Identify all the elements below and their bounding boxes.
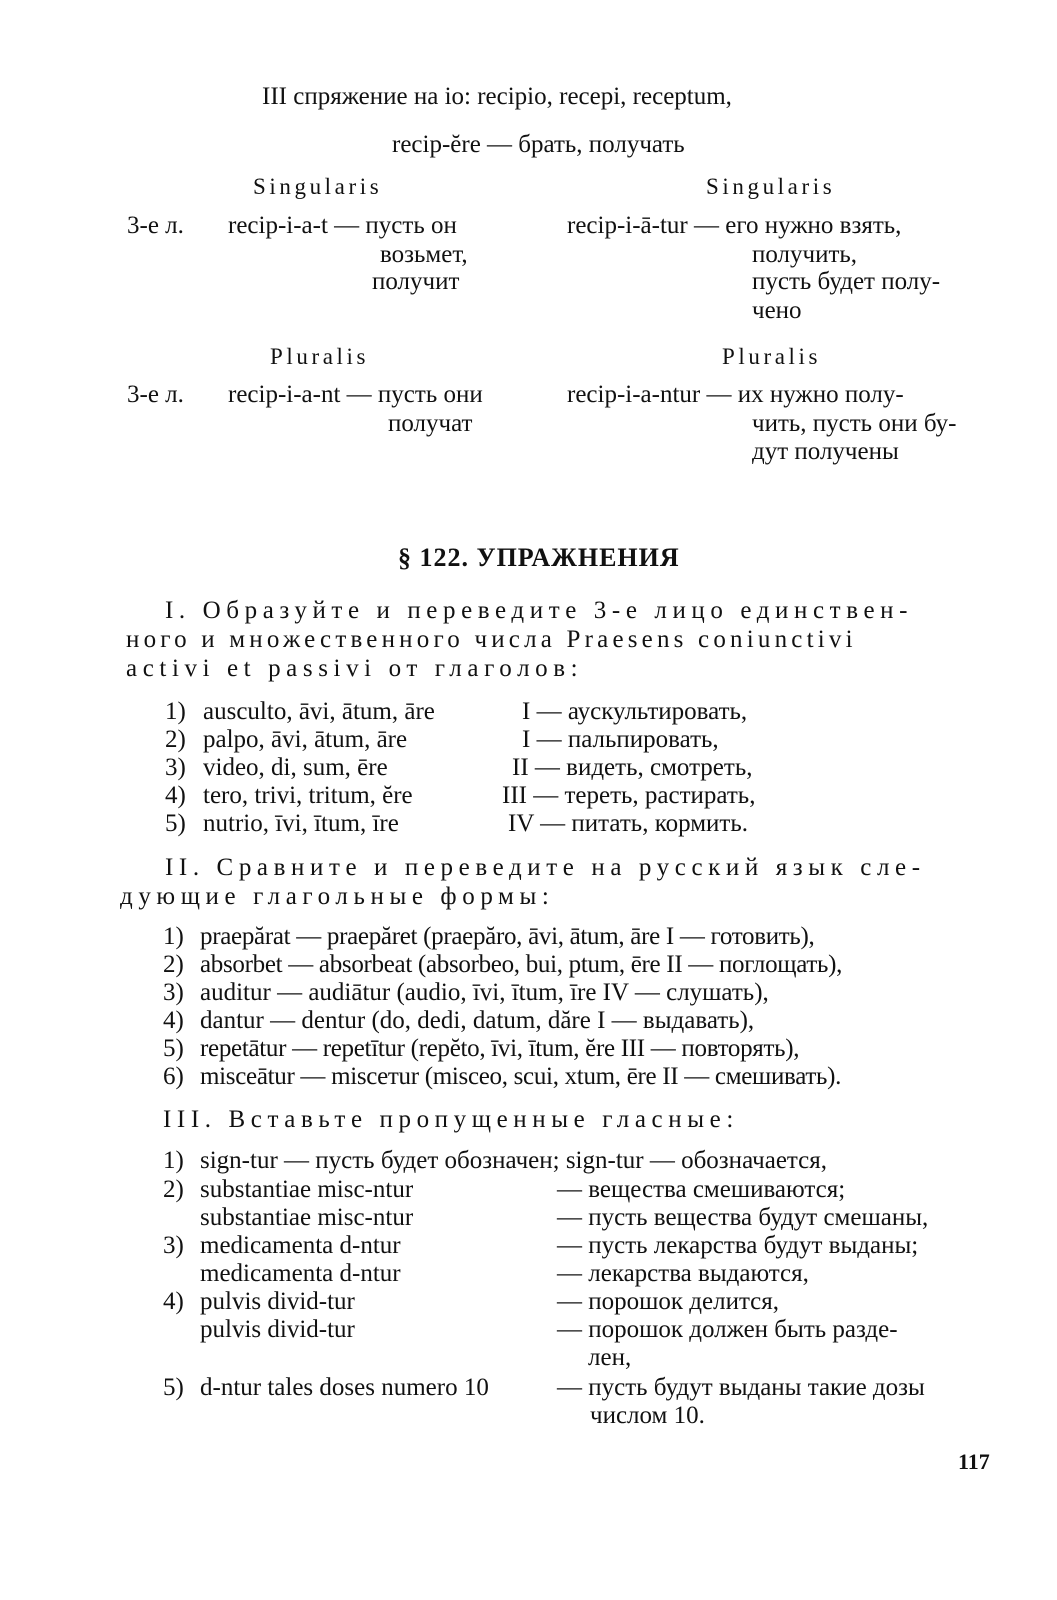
exercise-3-item-num: 3) — [163, 1232, 184, 1259]
exercise-3-item-latin: substantiae misc-ntur — [200, 1204, 414, 1231]
exercise-1-item-num: 5) — [165, 810, 186, 837]
person-label-singular: 3-е л. — [127, 212, 184, 239]
label-plural-active: Pluralis — [270, 344, 370, 369]
label-singular-active: Singularis — [253, 174, 383, 199]
exercise-3-item-trans-cont: лен, — [588, 1344, 632, 1371]
exercise-3-item-num: 5) — [163, 1374, 184, 1401]
exercise-2-item-num: 1) — [163, 923, 184, 950]
exercise-1-item-trans: IV — питать, кормить. — [508, 810, 748, 837]
singular-active-line-3: получит — [372, 268, 460, 295]
exercise-2-intro-line-1: II. Сравните и переведите на русский язык сле- — [165, 854, 926, 881]
exercise-1-intro-line-2: ного и множественного числа Praesens coniunctivi — [126, 626, 857, 653]
exercise-1-item-trans: III — тереть, растирать, — [502, 782, 756, 809]
exercise-1-item-num: 2) — [165, 726, 186, 753]
exercise-1-item-num: 1) — [165, 698, 186, 725]
exercise-1-item-trans: I — аускультировать, — [522, 698, 748, 725]
exercise-3-item-text: sign-tur — пусть будет обозначен; sign-tur — обозначается, — [200, 1147, 828, 1174]
singular-active-line-1: recip-i-a-t — пусть он — [228, 212, 457, 239]
exercise-1-item-trans: II — видеть, смотреть, — [512, 754, 753, 781]
singular-passive-line-1: recip-i-ā-tur — его нужно взять, — [567, 212, 902, 239]
exercise-2-item-num: 3) — [163, 979, 184, 1006]
plural-active-line-1: recip-i-a-nt — пусть они — [228, 381, 483, 408]
conjugation-subheader: recip-ĕre — брать, получать — [392, 131, 685, 158]
plural-passive-line-1: recip-i-a-ntur — их нужно полу- — [567, 381, 904, 408]
conjugation-header: III спряжение на io: recipio, recepi, receptum, — [262, 83, 732, 110]
exercise-3-item-num: 4) — [163, 1288, 184, 1315]
label-plural-passive: Pluralis — [722, 344, 822, 369]
exercise-3-item-trans: — лекарства выдаются, — [557, 1260, 809, 1287]
exercise-3-item-latin: pulvis divid-tur — [200, 1316, 355, 1343]
exercise-3-item-num: 2) — [163, 1176, 184, 1203]
page-number: 117 — [958, 1449, 990, 1474]
exercise-3-item-latin: substantiae misc-ntur — [200, 1176, 414, 1203]
exercise-1-item-num: 3) — [165, 754, 186, 781]
exercise-3-item-num: 1) — [163, 1147, 184, 1174]
exercise-3-item-trans: — пусть вещества будут смешаны, — [557, 1204, 929, 1231]
exercise-1-intro-line-1: I. Образуйте и переведите 3-е лицо единствен- — [165, 597, 914, 624]
exercise-2-item-text: auditur — audiātur (audio, īvi, ītum, īre IV — слушать), — [200, 979, 769, 1006]
exercise-2-item-num: 4) — [163, 1007, 184, 1034]
singular-passive-line-3: пусть будет полу- — [752, 268, 941, 295]
exercise-2-item-num: 5) — [163, 1035, 184, 1062]
plural-passive-line-2: чить, пусть они бу- — [752, 410, 957, 437]
exercise-1-item-num: 4) — [165, 782, 186, 809]
exercise-2-item-text: misceātur — misceтur (misceo, scui, xtum, ēre II — смешивать). — [200, 1063, 842, 1090]
singular-passive-line-2: получить, — [752, 241, 858, 268]
exercise-3-item-trans: — пусть будут выданы такие дозы — [557, 1374, 925, 1401]
exercise-3-item-trans: — порошок делится, — [557, 1288, 780, 1315]
exercise-1-intro-line-3: activi et passivi от глаголов: — [126, 655, 584, 682]
exercise-3-item-latin: medicamenta d-ntur — [200, 1260, 401, 1287]
exercise-1-item-latin: tero, trivi, tritum, ĕre — [203, 782, 413, 809]
section-title: § 122. УПРАЖНЕНИЯ — [398, 543, 680, 572]
exercise-3-item-trans: — порошок должен быть разде- — [557, 1316, 898, 1343]
exercise-2-intro-line-2: дующие глагольные формы: — [120, 883, 555, 910]
exercise-2-item-num: 2) — [163, 951, 184, 978]
plural-active-line-2: получат — [388, 410, 473, 437]
exercise-2-item-text: praepărat — praepăret (praepăro, āvi, ātum, āre I — готовить), — [200, 923, 815, 950]
singular-passive-line-4: чено — [752, 297, 802, 324]
exercise-3-item-trans-cont: числом 10. — [590, 1402, 705, 1429]
exercise-2-item-text: dantur — dentur (do, dedi, datum, dăre I — выдавать), — [200, 1007, 755, 1034]
exercise-1-item-latin: nutrio, īvi, ītum, īre — [203, 810, 399, 837]
exercise-3-intro: III. Вставьте пропущенные гласные: — [163, 1106, 739, 1133]
label-singular-passive: Singularis — [706, 174, 836, 199]
exercise-3-item-latin: pulvis divid-tur — [200, 1288, 355, 1315]
exercise-3-item-trans: — пусть лекарства будут выданы; — [557, 1232, 919, 1259]
exercise-2-item-text: absorbet — absorbeat (absorbeo, bui, ptum, ēre II — поглощать), — [200, 951, 843, 978]
exercise-3-item-latin: d-ntur tales doses numero 10 — [200, 1374, 489, 1401]
exercise-1-item-latin: ausculto, āvi, ātum, āre — [203, 698, 435, 725]
exercise-1-item-latin: video, di, sum, ēre — [203, 754, 388, 781]
exercise-2-item-text: repetātur — repetītur (repĕto, īvi, ītum, ĕre III — повторять), — [200, 1035, 800, 1062]
exercise-1-item-latin: palpo, āvi, ātum, āre — [203, 726, 408, 753]
exercise-3-item-latin: medicamenta d-ntur — [200, 1232, 401, 1259]
exercise-2-item-num: 6) — [163, 1063, 184, 1090]
exercise-1-item-trans: I — пальпировать, — [522, 726, 719, 753]
person-label-plural: 3-е л. — [127, 381, 184, 408]
exercise-3-item-trans: — вещества смешиваются; — [557, 1176, 846, 1203]
singular-active-line-2: возьмет, — [380, 241, 468, 268]
plural-passive-line-3: дут получены — [752, 438, 899, 465]
